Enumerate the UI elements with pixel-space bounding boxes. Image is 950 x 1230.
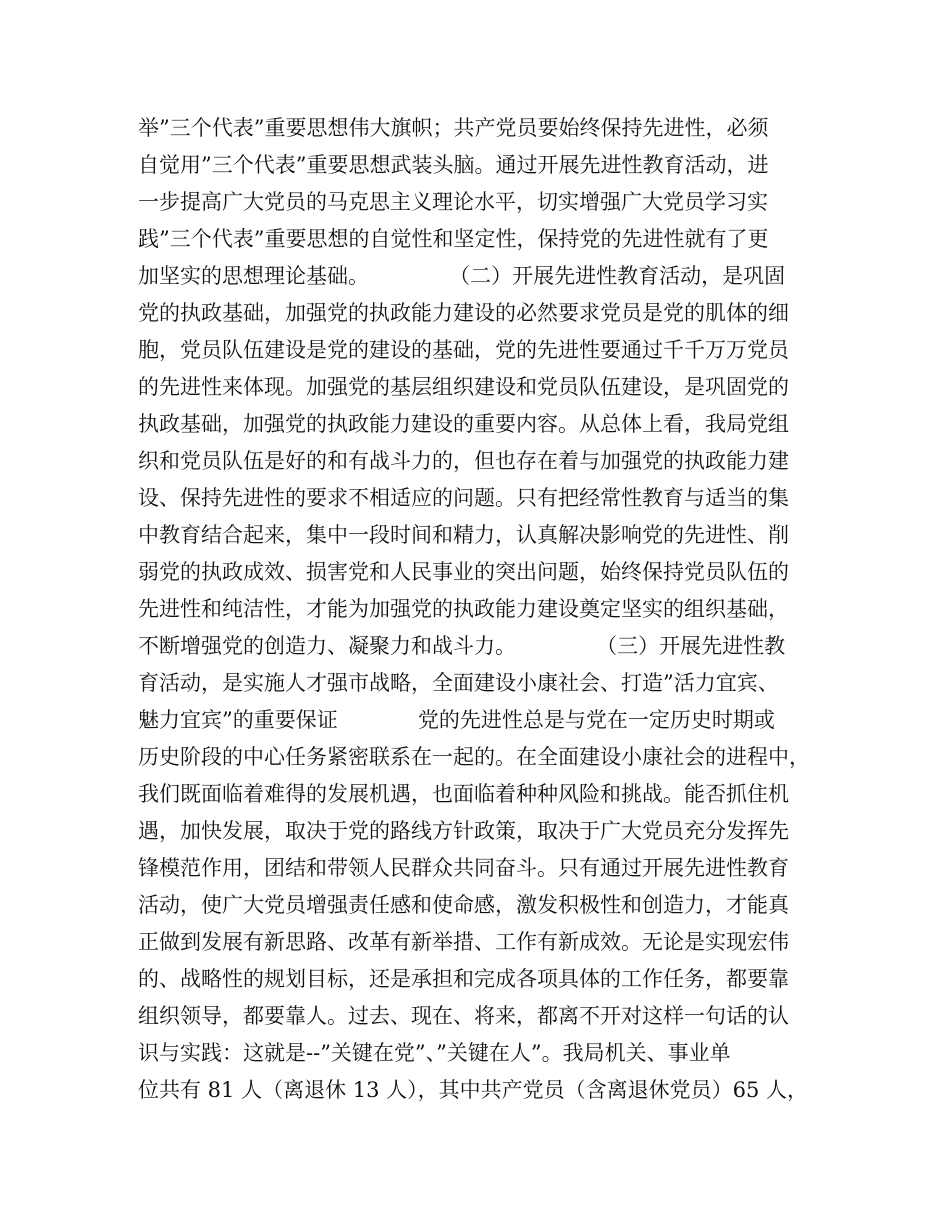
- text-line: 先进性和纯洁性，才能为加强党的执政能力建设奠定坚实的组织基础，: [138, 597, 789, 621]
- text-line: 胞，党员队伍建设是党的建设的基础，党的先进性要通过千千万万党员: [138, 338, 789, 362]
- text-line: 组织领导，都要靠人。过去、现在、将来，都离不开对这样一句话的认: [138, 1004, 789, 1028]
- text-line: 加坚实的思想理论基础。 （二）开展先进性教育活动，是巩固: [138, 264, 786, 288]
- text-line: 育活动，是实施人才强市战略，全面建设小康社会、打造”活力宜宾、: [138, 671, 779, 695]
- text-line: 一步提高广大党员的马克思主义理论水平，切实增强广大党员学习实: [138, 190, 768, 214]
- text-line: 自觉用”三个代表”重要思想武装头脑。通过开展先进性教育活动，进: [138, 153, 769, 177]
- text-line: 中教育结合起来，集中一段时间和精力，认真解决影响党的先进性、削: [138, 523, 789, 547]
- text-line: 位共有 81 人（离退休 13 人），其中共产党员（含离退休党员）65 人，: [138, 1078, 809, 1102]
- text-line: 锋模范作用，团结和带领人民群众共同奋斗。只有通过开展先进性教育: [138, 856, 789, 880]
- text-line: 活动，使广大党员增强责任感和使命感，激发积极性和创造力，才能真: [138, 893, 789, 917]
- body-text: [138, 110, 828, 1109]
- text-line: 党的执政基础，加强党的执政能力建设的必然要求党员是党的肌体的细: [138, 301, 789, 325]
- text-line: 我们既面临着难得的发展机遇，也面临着种种风险和挑战。能否抓住机: [138, 782, 789, 806]
- text-line: 弱党的执政成效、损害党和人民事业的突出问题，始终保持党员队伍的: [138, 560, 789, 584]
- text-line: 历史阶段的中心任务紧密联系在一起的。在全面建设小康社会的进程中，: [138, 745, 810, 769]
- text-line: 织和党员队伍是好的和有战斗力的，但也存在着与加强党的执政能力建: [138, 449, 789, 473]
- text-line: 识与实践：这就是--”关键在党”、”关键在人”。我局机关、事业单: [138, 1041, 731, 1065]
- text-line: 的、战略性的规划目标，还是承担和完成各项具体的工作任务，都要靠: [138, 967, 789, 991]
- text-line: 魅力宜宾”的重要保证 党的先进性总是与党在一定历史时期或: [138, 708, 775, 732]
- text-line: 的先进性来体现。加强党的基层组织建设和党员队伍建设，是巩固党的: [138, 375, 789, 399]
- text-line: 举”三个代表”重要思想伟大旗帜；共产党员要始终保持先进性，必须: [138, 116, 769, 140]
- text-line: 执政基础，加强党的执政能力建设的重要内容。从总体上看，我局党组: [138, 412, 789, 436]
- text-line: 践”三个代表”重要思想的自觉性和坚定性，保持党的先进性就有了更: [138, 227, 769, 251]
- text-line: 正做到发展有新思路、改革有新举措、工作有新成效。无论是实现宏伟: [138, 930, 789, 954]
- text-line: 设、保持先进性的要求不相适应的问题。只有把经常性教育与适当的集: [138, 486, 789, 510]
- text-line: 不断增强党的创造力、凝聚力和战斗力。 （三）开展先进性教: [138, 634, 786, 658]
- text-line: 遇，加快发展，取决于党的路线方针政策，取决于广大党员充分发挥先: [138, 819, 789, 843]
